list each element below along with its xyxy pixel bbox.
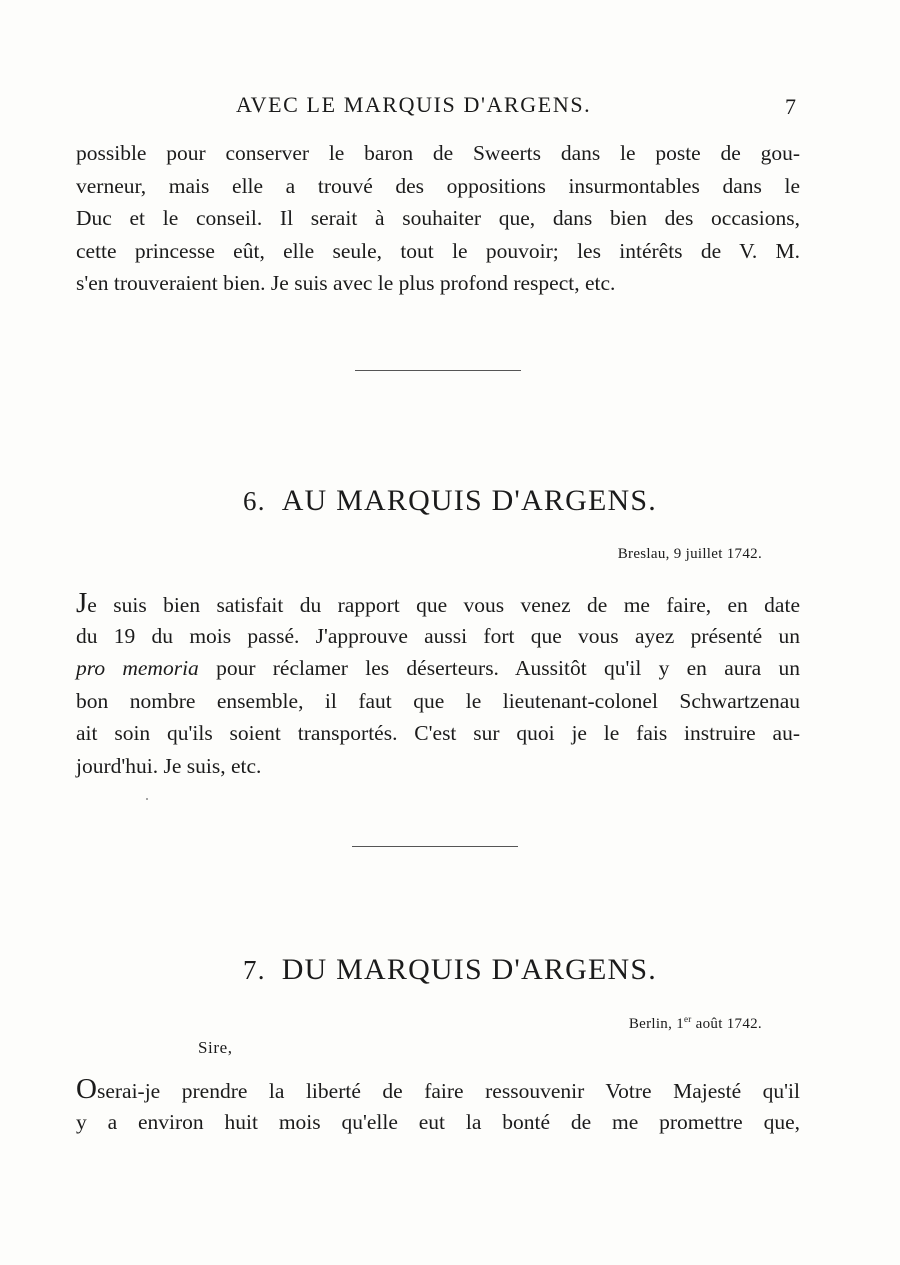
letter7-dateline: Berlin, 1er août 1742.	[628, 1014, 762, 1032]
text-line: y a environ huit mois qu'elle eut la bonté de me promettre que,	[76, 1109, 800, 1134]
letter7-title: DU MARQUIS D'ARGENS.	[281, 953, 657, 986]
running-head	[0, 92, 900, 122]
letter6-dateline: Breslau, 9 juillet 1742.	[617, 546, 762, 562]
letter7-number: 7.	[243, 955, 266, 985]
text-line: du 19 du mois passé. J'approuve aussi fort que vous ayez présenté un	[76, 623, 800, 648]
text-line: verneur, mais elle a trouvé des oppositions insurmontables dans le	[76, 173, 800, 198]
letter5-continuation	[76, 137, 800, 300]
drop-cap: J	[76, 587, 88, 619]
text-line: ait soin qu'ils soient transportés. C'est sur quoi je le fais instruire au-	[76, 721, 800, 745]
letter6-number: 6.	[243, 486, 266, 516]
italic-phrase: pro memoria	[76, 656, 199, 680]
running-head-title: AVEC LE MARQUIS D'ARGENS.	[236, 92, 592, 117]
section-divider	[355, 370, 521, 371]
text-line: Duc et le conseil. Il serait à souhaiter que, dans bien des occasions,	[76, 206, 800, 230]
text-line: Oserai-je prendre la liberté de faire ressouvenir Votre Majesté qu'il	[76, 1073, 800, 1105]
text-line: pro memoria pour réclamer les déserteurs. Aussitôt qu'il y en aura un	[76, 656, 800, 680]
text-line: Je suis bien satisfait du rapport que vous venez de me faire, en date	[76, 587, 800, 619]
drop-cap: O	[76, 1073, 97, 1105]
text-line: bon nombre ensemble, il faut que le lieutenant-colonel Schwartzenau	[76, 688, 800, 713]
text-line: jourd'hui. Je suis, etc.	[76, 753, 262, 778]
text-line: cette princesse eût, elle seule, tout le pouvoir; les intérêts de V. M.	[76, 238, 800, 263]
letter6-title: AU MARQUIS D'ARGENS.	[281, 484, 657, 517]
text-line: possible pour conserver le baron de Sweerts dans le poste de gou-	[76, 141, 800, 165]
text-line: s'en trouveraient bien. Je suis avec le plus profond respect, etc.	[76, 271, 616, 295]
letter6-heading	[0, 484, 900, 518]
paper-speck	[146, 798, 148, 800]
letter7-body	[76, 1073, 800, 1138]
salutation: Sire,	[198, 1038, 233, 1057]
letter7-heading	[0, 953, 900, 987]
letter6-body	[76, 587, 800, 782]
page-number: 7	[785, 94, 796, 119]
section-divider	[352, 846, 518, 847]
